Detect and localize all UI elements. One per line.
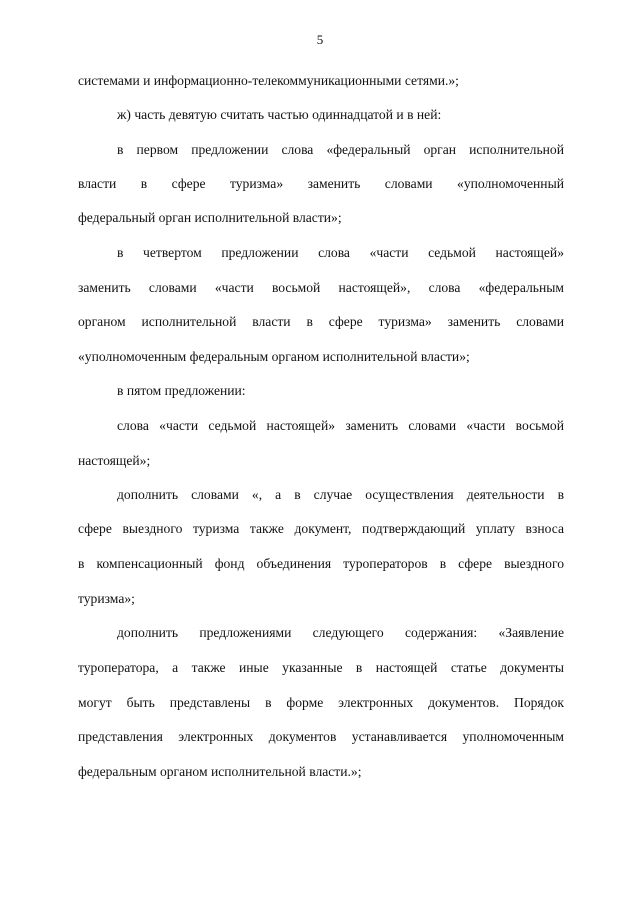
page-number: 5 [316,32,324,47]
text-line: органом исполнительной власти в сфере туризма» заменить словами [78,314,564,329]
text-line: в четвертом предложении слова «части седьмой настоящей» [117,245,564,260]
text-line: в компенсационный фонд объединения туроператоров в сфере выездного [78,556,564,571]
text-line: настоящей»; [78,453,151,468]
text-line: федеральный орган исполнительной власти»; [78,210,342,225]
text-line: власти в сфере туризма» заменить словами «уполномоченный [78,176,564,191]
text-line: заменить словами «части восьмой настоящей», слова «федеральным [78,280,564,295]
text-line: могут быть представлены в форме электронных документов. Порядок [78,695,564,710]
text-line: сфере выездного туризма также документ, подтверждающий уплату взноса [78,521,564,536]
text-line: в первом предложении слова «федеральный орган исполнительной [117,142,564,157]
text-line: федеральным органом исполнительной власти.»; [78,764,362,779]
text-line: ж) часть девятую считать частью одиннадцатой и в ней: [117,107,442,122]
text-line: «уполномоченным федеральным органом исполнительной власти»; [78,349,470,364]
text-line: дополнить предложениями следующего содержания: «Заявление [117,625,564,640]
text-line: туроператора, а также иные указанные в настоящей статье документы [78,660,564,675]
text-line: дополнить словами «, а в случае осуществления деятельности в [117,487,564,502]
text-line: туризма»; [78,591,135,606]
text-line: представления электронных документов устанавливается уполномоченным [78,729,564,744]
text-line: системами и информационно-телекоммуникационными сетями.»; [78,73,459,88]
text-line: в пятом предложении: [117,383,246,398]
text-line: слова «части седьмой настоящей» заменить словами «части восьмой [117,418,564,433]
